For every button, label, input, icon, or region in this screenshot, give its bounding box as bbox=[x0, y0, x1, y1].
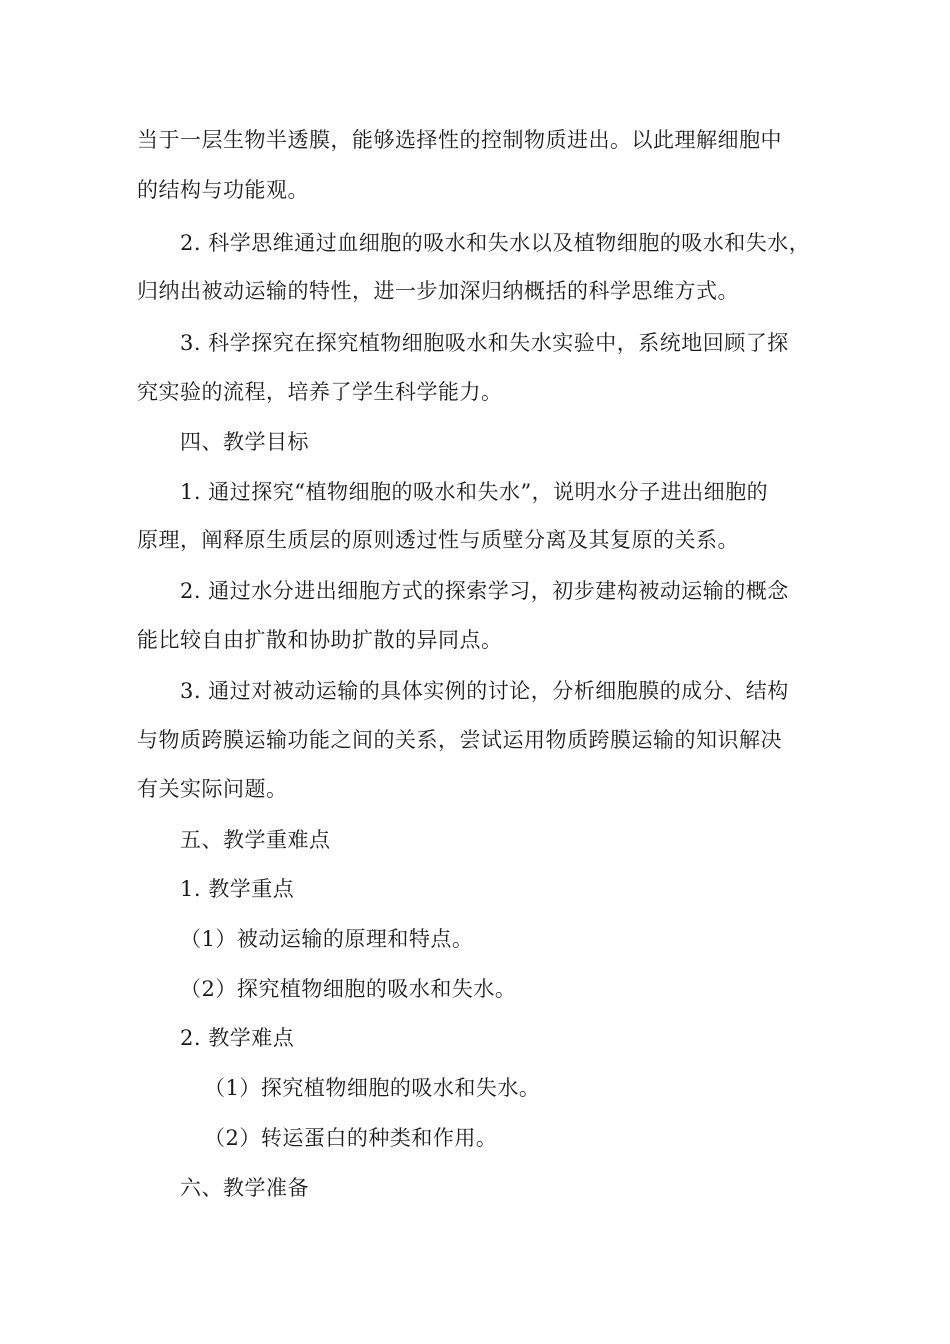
list-item: （1）被动运输的原理和特点。 bbox=[180, 927, 474, 951]
list-item: （2）探究植物细胞的吸水和失水。 bbox=[180, 977, 517, 1001]
paragraph-line: 当于一层生物半透膜，能够选择性的控制物质进出。以此理解细胞中 bbox=[137, 128, 782, 152]
paragraph-line: 有关实际问题。 bbox=[137, 777, 288, 801]
paragraph-line: 归纳出被动运输的特性，进一步加深归纳概括的科学思维方式。 bbox=[137, 279, 739, 303]
paragraph-line: 3. 科学探究在探究植物细胞吸水和失水实验中，系统地回顾了探 bbox=[180, 331, 789, 355]
paragraph-line: 1. 通过探究“植物细胞的吸水和失水”，说明水分子进出细胞的 bbox=[180, 480, 769, 504]
paragraph-line: 2. 科学思维通过血细胞的吸水和失水以及植物细胞的吸水和失水， bbox=[180, 231, 811, 255]
section-heading: 六、教学准备 bbox=[180, 1176, 309, 1200]
paragraph-line: 3. 通过对被动运输的具体实例的讨论，分析细胞膜的成分、结构 bbox=[180, 679, 789, 703]
subsection-heading: 1. 教学重点 bbox=[180, 877, 295, 901]
list-item: （2）转运蛋白的种类和作用。 bbox=[204, 1126, 498, 1150]
paragraph-line: 能比较自由扩散和协助扩散的异同点。 bbox=[137, 628, 503, 652]
list-item: （1）探究植物细胞的吸水和失水。 bbox=[204, 1076, 541, 1100]
paragraph-line: 究实验的流程，培养了学生科学能力。 bbox=[137, 380, 503, 404]
section-heading: 四、教学目标 bbox=[180, 430, 309, 454]
paragraph-line: 的结构与功能观。 bbox=[137, 178, 309, 202]
paragraph-line: 与物质跨膜运输功能之间的关系，尝试运用物质跨膜运输的知识解决 bbox=[137, 728, 782, 752]
paragraph-line: 2. 通过水分进出细胞方式的探索学习，初步建构被动运输的概念 bbox=[180, 579, 789, 603]
section-heading: 五、教学重难点 bbox=[180, 828, 331, 852]
subsection-heading: 2. 教学难点 bbox=[180, 1026, 295, 1050]
paragraph-line: 原理，阐释原生质层的原则透过性与质壁分离及其复原的关系。 bbox=[137, 528, 739, 552]
